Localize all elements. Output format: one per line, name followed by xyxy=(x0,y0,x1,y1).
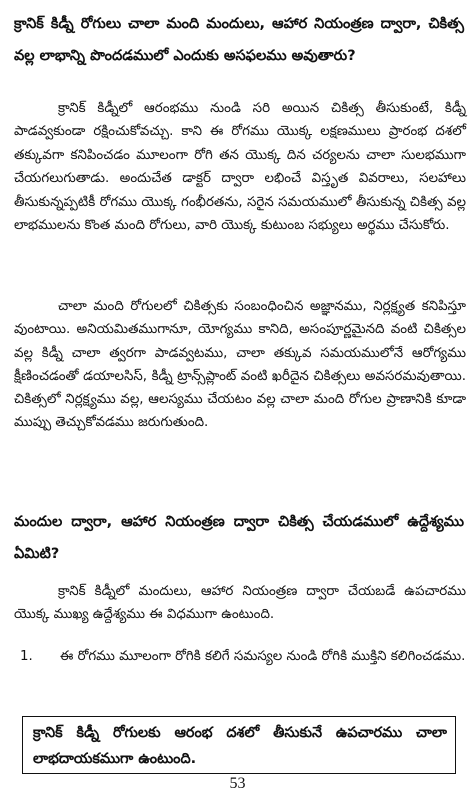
paragraph-treatment-goal-intro: క్రానిక్ కిడ్నీలో మందులు, ఆహార నియంత్రణ ద్వారా చేయబడే ఉపచారము యొక్క ముఖ్య ఉద్దేశ్యము ఈ విధముగా ఉంటుంది. xyxy=(14,584,466,623)
highlight-note-box: క్రానిక్ కిడ్నీ రోగులకు ఆరంభ దశలో తీసుకునే ఉపచారము చాలా లాభదాయకముగా ఉంటుంది. xyxy=(22,716,456,774)
page-number: 53 xyxy=(229,775,246,792)
section-heading-why-patients-fail: క్రానిక్ కిడ్నీ రోగులు చాలా మంది మందులు, ఆహార నియంత్రణ ద్వారా, చికిత్స వల్ల లాభాన్ని పొందడములో ఎందుకు అసఫలము అవుతారు? xyxy=(14,16,464,64)
paragraph-early-treatment-benefits: క్రానిక్ కిడ్నీలో ఆరంభము నుండి సరి అయిన చికిత్స తీసుకుంటే, కిడ్నీ పాడవ్వకుండా రక్షించుకోవచ్చు. కాని ఈ రోగము యొక్క లక్షణములు ప్రారంభ దశలో తక్కువగా కనిపించడం మూలంగా రోగి తన యొక్క దిన చర్యలను చాలా సులభముగా చేయగలుగుతాడు. అందుచేత డాక్టర్ ద్వారా లభించే విస్తృత వివరాలు, సలహాలు తీసుకున్నప్పటికీ రోగము యొక్క గంభీరతను, సరైన సమయములో తీసుకున్న చికిత్స వల్ల లాభములను కొంత మంది రోగులు, వారి యొక్క కుటుంబ సభ్యులు అర్థము చేసుకోరు. xyxy=(14,101,466,234)
list-item-number: 1. xyxy=(20,649,33,664)
list-item-text: ఈ రోగము మూలంగా రోగికి కలిగే సమస్యల నుండి రోగికి ముక్తిని కలిగించడము. xyxy=(60,649,466,664)
paragraph-negligence-consequences: చాలా మంది రోగులలో చికిత్సకు సంబంధించిన అజ్ఞానము, నిర్లక్ష్యత కనిపిస్తూ వుంటాయి. అనియమితముగానూ, యోగ్యము కానిది, అసంపూర్ణమైనది వంటి చికిత్సల వల్ల కిడ్నీ చాలా త్వరగా పాడవ్వటము, చాలా తక్కువ సమయములోనే ఆరోగ్యము క్షీణించడంతో డయాలసిస్, కిడ్నీ ట్రాన్స్‌ప్లాంట్ వంటి ఖరీదైన చికిత్సలు అవసరమవుతాయి. చికిత్సలో నిర్లక్ష్యము వల్ల, ఆలస్యము చేయటం వల్ల చాలా మంది రోగుల ప్రాణానికి కూడా ముప్పు తెచ్చుకోవడము జరుగుతుంది. xyxy=(14,299,466,431)
section-heading-treatment-purpose: మందుల ద్వారా, ఆహార నియంత్రణ ద్వారా చికిత్స చేయడములో ఉద్దేశ్యము ఏమిటి? xyxy=(14,514,464,562)
list-item xyxy=(14,645,466,693)
